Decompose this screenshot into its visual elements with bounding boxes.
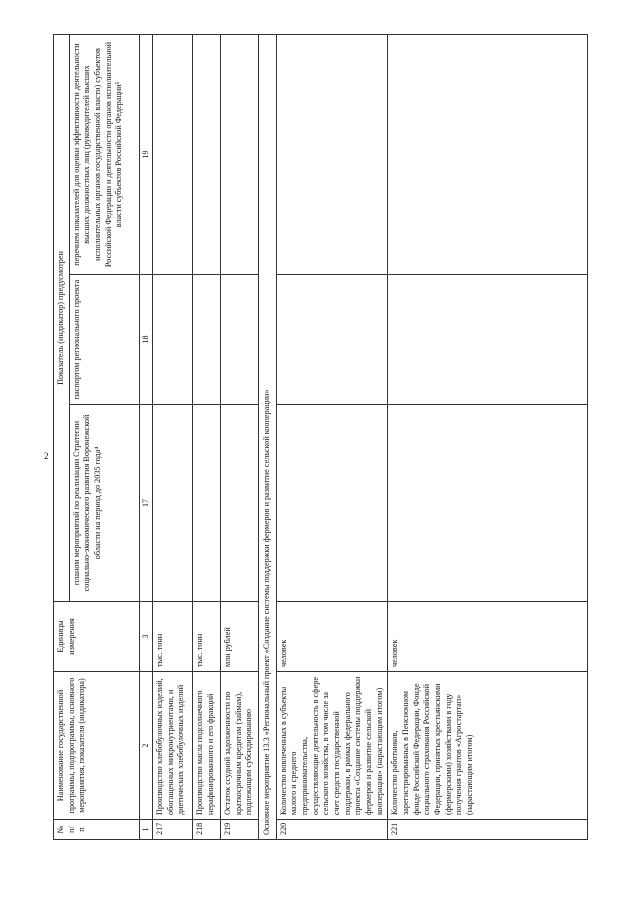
column-number-row — [139, 35, 152, 840]
page-number: 2 — [44, 451, 49, 461]
col-number: 1 — [139, 820, 152, 840]
header-unit: Единицы измерения — [54, 602, 140, 672]
row-name: Производство хлебобулочных изделий, обогащенных микронутриентами, и диетических хлебобулочных изделий — [153, 672, 193, 820]
header-list: перечнем показателей для оценки эффективности деятельности высших должностных лиц (руководителей высших исполнительных органов государственной власти) субъектов Российской Федерации и деятельности органов исполнительной власти субъектов Российской Федерации⁵ — [69, 35, 139, 275]
row-no: 218 — [193, 820, 221, 840]
row-name: Производство масла подсолнечного нерафинированного и его фракций — [193, 672, 221, 820]
row-no: 217 — [153, 820, 193, 840]
row-unit: млн рублей — [221, 602, 259, 672]
row-no: 221 — [388, 820, 588, 840]
section-row — [259, 35, 277, 840]
col-number: 19 — [139, 35, 152, 275]
row-unit: тыс. тонн — [193, 602, 221, 672]
rotated-page — [53, 35, 588, 840]
row-unit: человек — [388, 602, 588, 672]
col-number: 2 — [139, 672, 152, 820]
col-number: 18 — [139, 275, 152, 405]
row-no: 219 — [221, 820, 259, 840]
row-no: 220 — [276, 820, 388, 840]
header-no: № п/п — [54, 820, 140, 840]
section-title: Основное мероприятие 13.3 «Региональный проект «Создание системы поддержки фермеров и развитие сельской кооперации» — [259, 35, 277, 840]
row-name: Остаток ссудной задолженности по краткосрочным кредитам (займам), подлежащим субсидированию — [221, 672, 259, 820]
table-row — [221, 35, 259, 840]
col-number: 17 — [139, 405, 152, 602]
table-row — [193, 35, 221, 840]
row-unit: тыс. тонн — [153, 602, 193, 672]
row-name: Количество вовлеченных в субъекты малого и среднего предпринимательства, осуществляющие деятельность в сфере сельского хозяйства, в том числе за счет средств государственной поддержки, в рамках федерального проекта «Создание системы поддержки фермеров и развитие сельской кооперации» (нарастающим итогом) — [276, 672, 388, 820]
header-name: Наименование государственной программы, подпрограммы, основного мероприятия, показателя (индикатора) — [54, 672, 140, 820]
row-unit: человек — [276, 602, 388, 672]
table-row — [388, 35, 588, 840]
header-plan: планом мероприятий по реализации Стратегии социально-экономического развития Воронежской области на период до 2035 года⁴ — [69, 405, 139, 602]
row-name: Количество работников, зарегистрированных в Пенсионном фонде Российской Федерации, Фонде социального страхования Российской Федерации, принятых крестьянскими (фермерскими) хозяйствами в году получения грантов «Агростартап» (нарастающим итогом) — [388, 672, 588, 820]
header-group: Показатель (индикатор) предусмотрен — [54, 35, 70, 602]
col-number: 3 — [139, 602, 152, 672]
table-row — [153, 35, 193, 840]
table-row — [276, 35, 388, 840]
header-passport: паспортом регионального проекта — [69, 275, 139, 405]
indicators-table — [53, 34, 588, 840]
